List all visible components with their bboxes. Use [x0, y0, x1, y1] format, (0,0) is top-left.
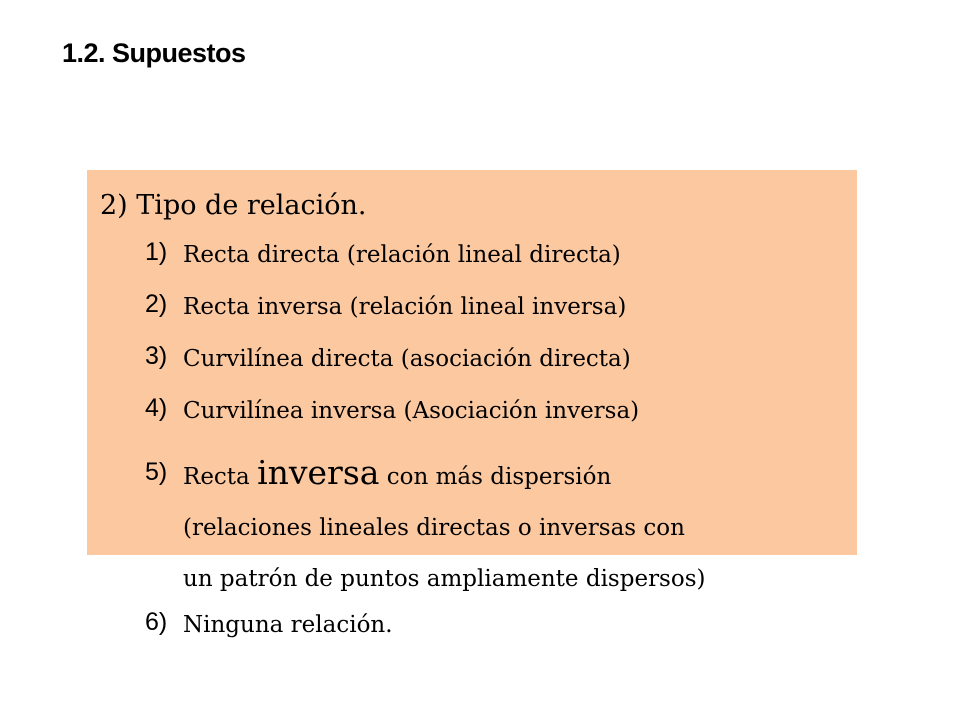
- list-item-text: Recta directa (relación lineal directa): [183, 242, 621, 268]
- list-item-text: Curvilínea directa (asociación directa): [183, 346, 631, 372]
- list-item-suffix: con más dispersión: [379, 464, 612, 490]
- list-item-text-first-line: [183, 450, 611, 500]
- list-item-prefix: Recta: [183, 464, 258, 490]
- list-item-number: 5): [145, 458, 168, 486]
- list-item-number: 1): [145, 238, 168, 266]
- list-item-text: Ninguna relación.: [183, 612, 393, 638]
- list-item-number: 6): [145, 608, 168, 636]
- list-item-text-line: (relaciones lineales directas o inversas con: [183, 515, 685, 541]
- list-item-number: 2): [145, 290, 168, 318]
- emphasized-word: inversa: [257, 453, 380, 492]
- list-item-number: 4): [145, 394, 168, 422]
- list-item-number: 3): [145, 342, 168, 370]
- list-item-text: Curvilínea inversa (Asociación inversa): [183, 398, 640, 424]
- list-item-text: Recta inversa (relación lineal inversa): [183, 294, 627, 320]
- section-heading: 2) Tipo de relación.: [100, 190, 367, 221]
- list-item-text-line: un patrón de puntos ampliamente dispersos): [183, 566, 706, 592]
- page-title: 1.2. Supuestos: [62, 38, 246, 68]
